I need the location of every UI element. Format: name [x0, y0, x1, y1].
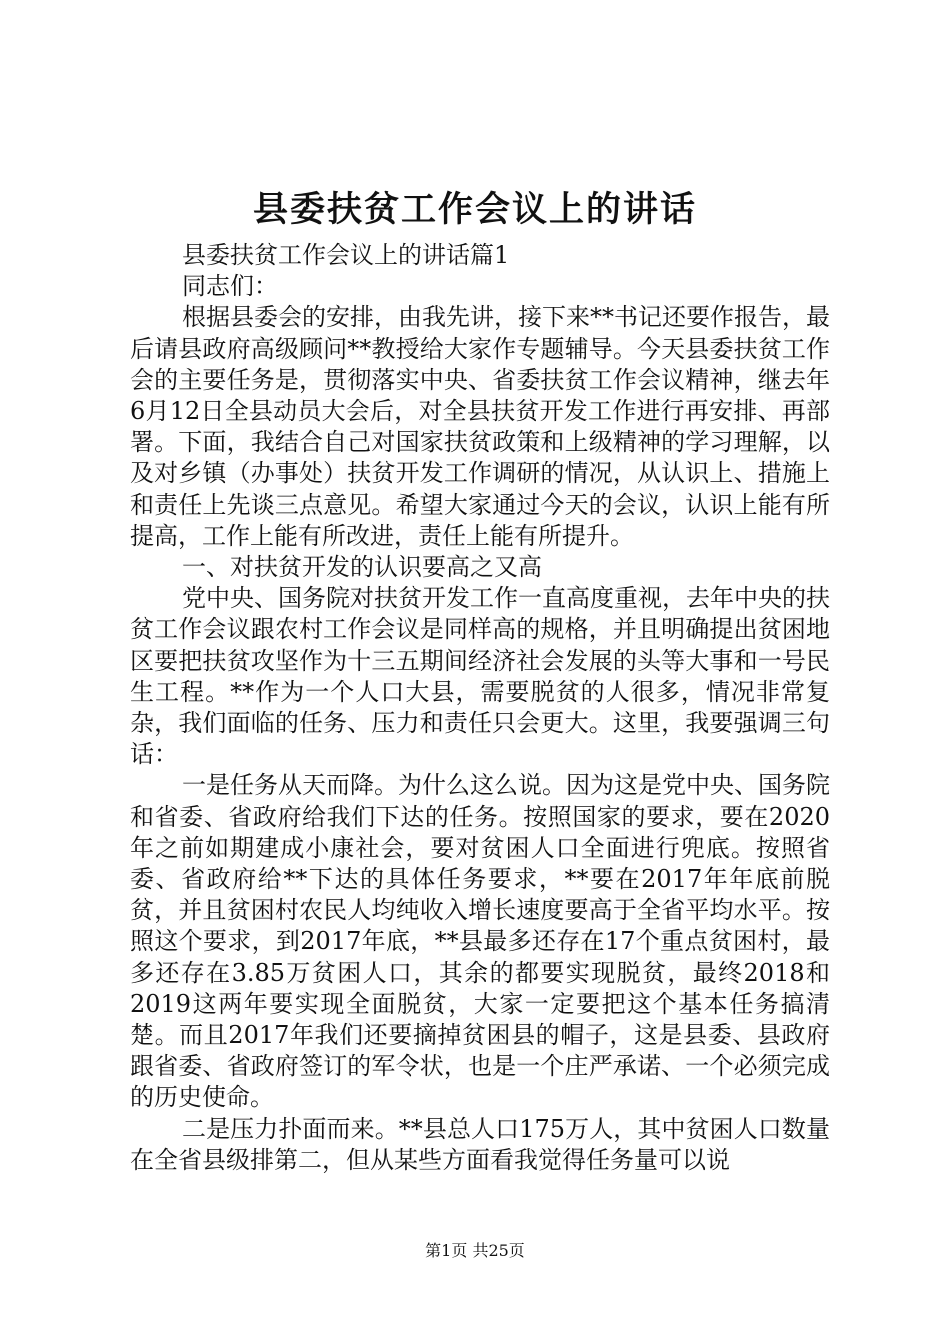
body-paragraph: 一是任务从天而降。为什么这么说。因为这是党中央、国务院和省委、省政府给我们下达的任务。按照国家的要求，要在2020年之前如期建成小康社会，要对贫困人口全面进行兜底。按照省委、省政府给**下达的具体任务要求，**要在2017年年底前脱贫，并且贫困村农民人均纯收入增长速度要高于全省平均水平。按照这个要求，到2017年底，**县最多还存在17个重点贫困村，最多还存在3.85万贫困人口，其余的都要实现脱贫，最终2018和2019这两年要实现全面脱贫，大家一定要把这个基本任务搞清楚。而且2017年我们还要摘掉贫困县的帽子，这是县委、县政府跟省委、省政府签订的军令状，也是一个庄严承诺、一个必须完成的历史使命。 — [130, 771, 830, 1112]
body-paragraph: 二是压力扑面而来。**县总人口175万人，其中贫困人口数量在全省县级排第二，但从某些方面看我觉得任务量可以说 — [130, 1114, 830, 1174]
document-body — [130, 240, 830, 1176]
salutation-paragraph: 同志们： — [182, 272, 278, 301]
page-number-footer: 第1页 共25页 — [425, 1241, 525, 1260]
section-heading: 一、对扶贫开发的认识要高之又高 — [182, 553, 542, 582]
document-title: 县委扶贫工作会议上的讲话 — [252, 189, 697, 230]
subtitle-paragraph: 县委扶贫工作会议上的讲话篇1 — [182, 241, 510, 269]
body-paragraph: 党中央、国务院对扶贫开发工作一直高度重视，去年中央的扶贫工作会议跟农村工作会议是同样高的规格，并且明确提出贫困地区要把扶贫攻坚作为十三五期间经济社会发展的头等大事和一号民生工程。**作为一个人口大县，需要脱贫的人很多，情况非常复杂，我们面临的任务、压力和责任只会更大。这里，我要强调三句话： — [130, 584, 830, 769]
body-paragraph: 根据县委会的安排，由我先讲，接下来**书记还要作报告，最后请县政府高级顾问**教授给大家作专题辅导。今天县委扶贫工作会的主要任务是，贯彻落实中央、省委扶贫工作会议精神，继去年6月12日全县动员大会后，对全县扶贫开发工作进行再安排、再部署。下面，我结合自己对国家扶贫政策和上级精神的学习理解，以及对乡镇（办事处）扶贫开发工作调研的情况，从认识上、措施上和责任上先谈三点意见。希望大家通过今天的会议，认识上能有所提高，工作上能有所改进，责任上能有所提升。 — [130, 303, 830, 550]
